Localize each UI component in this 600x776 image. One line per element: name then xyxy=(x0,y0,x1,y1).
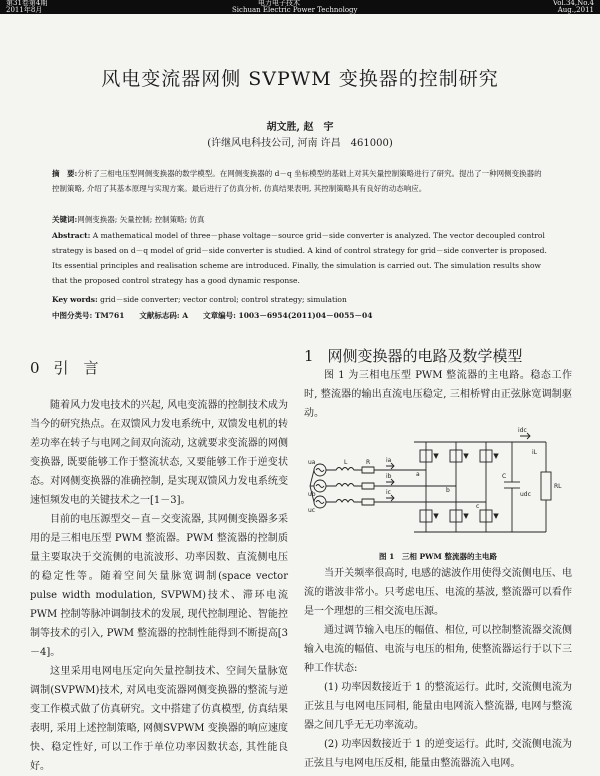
abstract-cn-text: 分析了三相电压型网侧变换器的数学模型。在网侧变换器的 d－q 坐标模型的基础上对其矢量控制策略进行了研究。提出了一种网侧变换器的控制策略, 介绍了其基本原理与实现方案。最后进行了仿真分析, 仿真结果表明, 其控制策略具有良好的动态响应。 xyxy=(52,169,542,193)
section-1-paragraph-4: (2) 功率因数接近于 1 的逆变运行。此时, 交流侧电流为正弦且与电网电压反相, 能量由整流器流入电网。 xyxy=(304,739,572,769)
right-column xyxy=(304,564,572,769)
section-1-title: 网侧变换器的电路及数学模型 xyxy=(327,347,523,365)
section-1-paragraph-2: 通过调节输入电压的幅值、相位, 可以控制整流器交流侧输入电流的幅值、电流与电压的相角, 使整流器运行于以下三种工作状态: xyxy=(304,625,572,674)
abstract-cn-label: 摘 要: xyxy=(52,169,78,178)
label-ic: ic xyxy=(386,489,391,496)
label-uc: uc xyxy=(308,507,316,514)
journal-header xyxy=(0,0,600,14)
keywords-cn-label: 关键词: xyxy=(52,215,78,224)
label-udc: udc xyxy=(520,491,531,498)
label-ib: ib xyxy=(386,473,392,480)
keywords-en xyxy=(52,292,548,307)
abstract-en-label: Abstract: xyxy=(52,231,91,240)
figure-1-caption: 图 1 三相 PWM 整流器的主电路 xyxy=(379,552,497,561)
intro-paragraph-3: 这里采用电网电压定向矢量控制技术、空间矢量脉宽调制(SVPWM)技术, 对风电变流器网侧变换器的整流与逆变工作模式做了仿真研究。文中搭建了仿真模型, 仿真结果表明, 采用上述控制策略, 网侧SVPWM 变换器的响应速度快、稳定性好, 可以工作于单位功率因数状态, 其性能良好。 xyxy=(30,666,288,772)
intro-paragraph-2: 目前的电压源型交－直－交变流器, 其网侧变换器多采用的是三相电压型 PWM 整流器。PWM 整流器的控制质量主要取决于交流侧的电流波形、功率因数、直流侧电压的稳定性等。随着空间矢量脉宽调制(space vector pulse width modulation, SVPWM)技术、滞环电流 PWM 控制等脉冲调制技术的发展, 现代控制理论、智能控制等技术的引入, PWM 整流器的控制性能得到不断提高[3－4]。 xyxy=(30,514,288,658)
label-iload: iL xyxy=(532,449,538,456)
abstract-en xyxy=(52,228,548,288)
label-ua: ua xyxy=(308,459,316,466)
authors: 胡文胜, 赵 宇 xyxy=(266,122,334,133)
section-1-intro xyxy=(304,366,572,424)
keywords-en-text: grid－side converter; vector control; control strategy; simulation xyxy=(100,295,347,304)
section-0-heading xyxy=(30,357,99,378)
intro-paragraph-1: 随着风力发电技术的兴起, 风电变流器的控制技术成为当今的研究热点。在双馈风力发电系统中, 双馈发电机的转差功率在转子与电网之间双向流动, 这就要求变流器的网侧变换器, 既要能够工作于整流状态, 又要能够工作于逆变状态。对网侧变换器的准确控制, 是实现双馈风力发电系统变速恒频发电的关键技术之一[1－3]。 xyxy=(30,400,288,506)
label-ia: ia xyxy=(386,457,392,464)
keywords-cn xyxy=(52,212,548,227)
label-node-b: b xyxy=(446,487,450,494)
section-0-title: 引 言 xyxy=(53,359,99,377)
affiliation: (许继风电科技公司, 河南 许昌 461000) xyxy=(207,138,393,149)
label-node-c: c xyxy=(476,503,480,510)
label-idc: idc xyxy=(518,427,527,434)
section-1-intro-text: 图 1 为三相电压型 PWM 整流器的主电路。稳态工作时, 整流器的输出直流电压稳定, 三相桥臂由正弦脉宽调制驱动。 xyxy=(304,370,572,419)
section-1-number: 1 xyxy=(304,347,314,365)
section-1-paragraph-3: (1) 功率因数接近于 1 的整流运行。此时, 交流侧电流为正弦且与电网电压同相, 能量由电网流入整流器, 电网与整流器之间几乎无无功率流动。 xyxy=(304,682,572,731)
left-column xyxy=(30,396,288,772)
header-journal-en: Sichuan Electric Power Technology xyxy=(232,6,358,14)
keywords-cn-text: 网侧变换器; 矢量控制; 控制策略; 仿真 xyxy=(77,215,205,224)
label-capacitor: C xyxy=(502,473,507,480)
label-node-a: a xyxy=(416,471,420,478)
abstract-cn xyxy=(52,166,548,196)
abstract-en-text: A mathematical model of three－phase voltage－source grid－side converter is analyzed. The vector decoupled control strategy is based on d－q model of grid－side converter is studied. A kind of control strategy for grid－side converter is proposed. Its essential principles and realisation scheme are introduced. Finally, the simulation is carried out. The simulation results show that the proposed control strategy has a good dynamic response. xyxy=(52,231,547,285)
section-1-heading xyxy=(304,345,523,366)
label-load-resistor: RL xyxy=(554,483,562,490)
label-ub: ub xyxy=(308,491,316,498)
header-date: 2011年8月 xyxy=(6,6,43,14)
header-volume: 第31卷第4期 xyxy=(6,0,48,7)
figure-1-circuit xyxy=(306,424,572,548)
paper-title: 风电变流器网侧 SVPWM 变换器的控制研究 xyxy=(101,68,499,90)
label-resistor: R xyxy=(366,459,371,466)
label-inductor: L xyxy=(344,459,348,466)
header-volume-en: Vol.34,No.4 xyxy=(552,0,594,7)
header-date-en: Aug.,2011 xyxy=(557,6,594,14)
section-0-number: 0 xyxy=(30,359,40,377)
classification-line: 中图分类号: TM761 文献标志码: A 文章编号: 1003－6954(2011)04－0055－04 xyxy=(52,311,373,320)
header-journal-cn: 电力电子技术 xyxy=(258,0,300,7)
keywords-en-label: Key words: xyxy=(52,295,98,304)
section-1-paragraph-1: 当开关频率很高时, 电感的滤波作用使得交流侧电压、电流的谐波非常小。只考虑电压、电流的基波, 整流器可以看作是一个理想的三相交流电压源。 xyxy=(304,568,572,617)
